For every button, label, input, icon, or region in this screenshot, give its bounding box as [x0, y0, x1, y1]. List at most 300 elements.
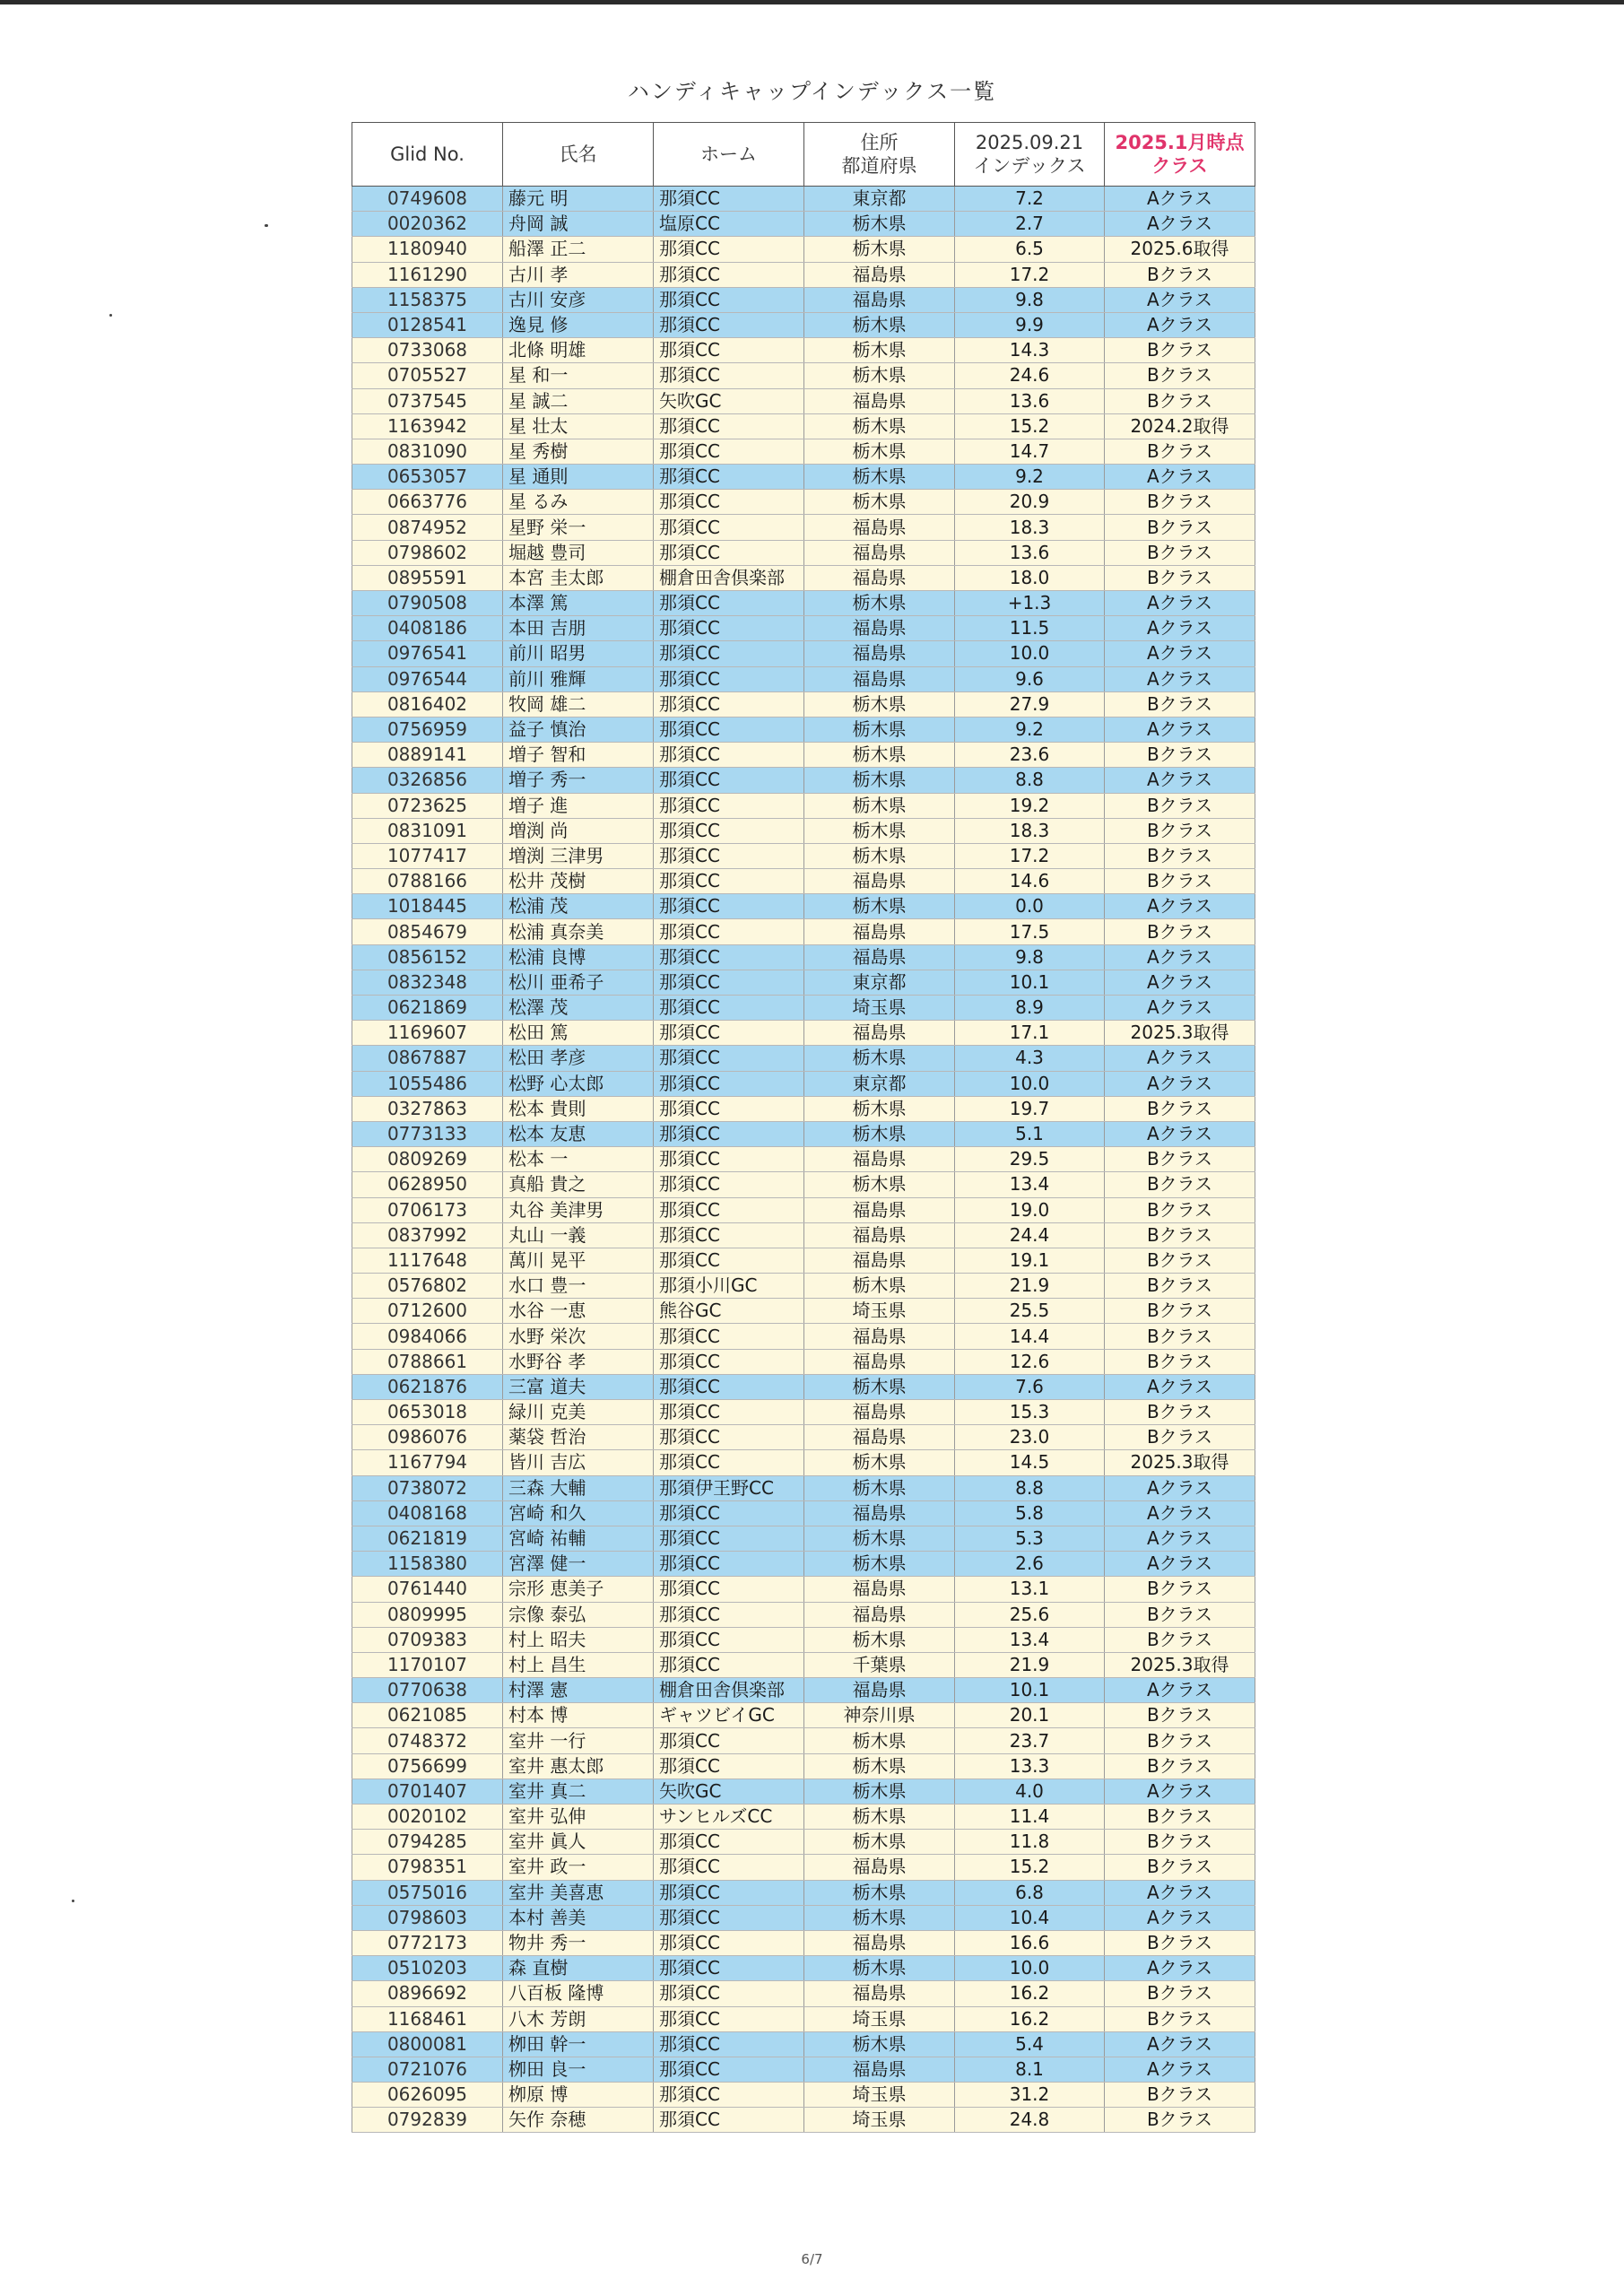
cell-glid-no: 0621869	[352, 996, 503, 1021]
cell-handicap-index: 14.4	[955, 1324, 1105, 1349]
cell-class: Bクラス	[1105, 843, 1255, 868]
table-row	[352, 1652, 1255, 1677]
cell-name: 栁田 良一	[503, 2057, 654, 2082]
cell-class: Bクラス	[1105, 1627, 1255, 1652]
cell-handicap-index: 10.4	[955, 1905, 1105, 1930]
cell-glid-no: 0976541	[352, 641, 503, 666]
cell-prefecture: 栃木県	[804, 212, 955, 237]
cell-class: Bクラス	[1105, 743, 1255, 768]
cell-glid-no: 0831090	[352, 439, 503, 464]
cell-class: Aクラス	[1105, 616, 1255, 641]
cell-glid-no: 0798603	[352, 1905, 503, 1930]
cell-handicap-index: 11.4	[955, 1805, 1105, 1830]
cell-home-club: 那須CC	[654, 1956, 804, 1981]
cell-home-club: 那須CC	[654, 2006, 804, 2031]
cell-name: 増渕 尚	[503, 818, 654, 843]
cell-class: Bクラス	[1105, 363, 1255, 388]
table-row	[352, 1197, 1255, 1222]
cell-class: Aクラス	[1105, 187, 1255, 212]
cell-glid-no: 0794285	[352, 1830, 503, 1855]
cell-handicap-index: 16.2	[955, 1981, 1105, 2006]
cell-prefecture: 東京都	[804, 1071, 955, 1096]
cell-handicap-index: 20.9	[955, 490, 1105, 515]
cell-home-club: 那須CC	[654, 1627, 804, 1652]
cell-home-club: 那須CC	[654, 591, 804, 616]
cell-prefecture: 福島県	[804, 1222, 955, 1248]
cell-prefecture: 福島県	[804, 944, 955, 970]
cell-name: 三富 道夫	[503, 1374, 654, 1399]
cell-prefecture: 栃木県	[804, 490, 955, 515]
cell-home-club: 那須CC	[654, 717, 804, 742]
cell-home-club: 那須CC	[654, 287, 804, 312]
cell-name: 松本 貴則	[503, 1096, 654, 1121]
cell-class: Bクラス	[1105, 1172, 1255, 1197]
table-row	[352, 869, 1255, 894]
cell-class: Aクラス	[1105, 1552, 1255, 1577]
cell-glid-no: 1158380	[352, 1552, 503, 1577]
table-row	[352, 287, 1255, 312]
cell-class: Aクラス	[1105, 1779, 1255, 1804]
table-row	[352, 2057, 1255, 2082]
cell-glid-no: 0653057	[352, 465, 503, 490]
cell-handicap-index: 18.3	[955, 515, 1105, 540]
cell-handicap-index: 24.8	[955, 2108, 1105, 2133]
cell-home-club: 那須CC	[654, 1905, 804, 1930]
cell-prefecture: 福島県	[804, 540, 955, 565]
table-row	[352, 1627, 1255, 1652]
cell-home-club: 那須CC	[654, 439, 804, 464]
cell-handicap-index: 2.6	[955, 1552, 1105, 1577]
cell-class: Aクラス	[1105, 1678, 1255, 1703]
table-row	[352, 1930, 1255, 1955]
cell-class: Aクラス	[1105, 1526, 1255, 1551]
cell-home-club: 那須CC	[654, 1450, 804, 1475]
table-row	[352, 1400, 1255, 1425]
cell-handicap-index: 7.2	[955, 187, 1105, 212]
cell-glid-no: 0837992	[352, 1222, 503, 1248]
cell-home-club: 那須CC	[654, 1830, 804, 1855]
cell-prefecture: 栃木県	[804, 743, 955, 768]
cell-name: 森 直樹	[503, 1956, 654, 1981]
cell-name: 室井 政一	[503, 1855, 654, 1880]
cell-prefecture: 埼玉県	[804, 2006, 955, 2031]
cell-class: Bクラス	[1105, 1274, 1255, 1299]
cell-handicap-index: 10.0	[955, 1956, 1105, 1981]
cell-name: 松川 亜希子	[503, 970, 654, 995]
cell-handicap-index: 4.3	[955, 1046, 1105, 1071]
cell-class: Bクラス	[1105, 439, 1255, 464]
cell-glid-no: 0761440	[352, 1577, 503, 1602]
cell-prefecture: 神奈川県	[804, 1703, 955, 1728]
table-row	[352, 843, 1255, 868]
cell-handicap-index: 14.6	[955, 869, 1105, 894]
cell-home-club: 那須CC	[654, 768, 804, 793]
table-row	[352, 1071, 1255, 1096]
cell-name: 三森 大輔	[503, 1475, 654, 1500]
cell-name: 古川 安彦	[503, 287, 654, 312]
cell-glid-no: 0889141	[352, 743, 503, 768]
cell-name: 薬袋 哲治	[503, 1425, 654, 1450]
table-row	[352, 1500, 1255, 1526]
cell-glid-no: 0705527	[352, 363, 503, 388]
table-row	[352, 1905, 1255, 1930]
cell-glid-no: 0896692	[352, 1981, 503, 2006]
cell-glid-no: 0408186	[352, 616, 503, 641]
cell-prefecture: 福島県	[804, 919, 955, 944]
cell-home-club: 那須CC	[654, 944, 804, 970]
cell-handicap-index: 19.1	[955, 1248, 1105, 1273]
cell-prefecture: 栃木県	[804, 338, 955, 363]
cell-home-club: 那須CC	[654, 1500, 804, 1526]
cell-prefecture: 栃木県	[804, 1830, 955, 1855]
cell-handicap-index: 15.2	[955, 413, 1105, 439]
cell-prefecture: 栃木県	[804, 312, 955, 337]
cell-handicap-index: 23.0	[955, 1425, 1105, 1450]
cell-prefecture: 栃木県	[804, 1046, 955, 1071]
cell-name: 宮澤 健一	[503, 1552, 654, 1577]
header-index	[955, 123, 1105, 187]
header-name	[503, 123, 654, 187]
cell-class: Bクラス	[1105, 1602, 1255, 1627]
cell-glid-no: 0772173	[352, 1930, 503, 1955]
cell-name: 松本 友恵	[503, 1121, 654, 1146]
cell-prefecture: 栃木県	[804, 1905, 955, 1930]
cell-prefecture: 栃木県	[804, 1753, 955, 1779]
cell-handicap-index: 13.6	[955, 540, 1105, 565]
cell-prefecture: 福島県	[804, 1248, 955, 1273]
cell-home-club: 那須CC	[654, 1374, 804, 1399]
cell-class: Aクラス	[1105, 591, 1255, 616]
cell-handicap-index: 24.4	[955, 1222, 1105, 1248]
cell-handicap-index: 23.6	[955, 743, 1105, 768]
cell-home-club: 那須CC	[654, 1222, 804, 1248]
table-row	[352, 1855, 1255, 1880]
table-row	[352, 1475, 1255, 1500]
cell-name: 益子 慎治	[503, 717, 654, 742]
cell-home-club: 那須CC	[654, 691, 804, 717]
cell-prefecture: 栃木県	[804, 1172, 955, 1197]
header-prefecture-line1: 住所	[860, 132, 899, 153]
cell-handicap-index: 9.2	[955, 717, 1105, 742]
cell-glid-no: 0621819	[352, 1526, 503, 1551]
cell-name: 宗像 泰弘	[503, 1602, 654, 1627]
table-row	[352, 540, 1255, 565]
cell-handicap-index: 6.8	[955, 1880, 1105, 1905]
cell-handicap-index: 14.5	[955, 1450, 1105, 1475]
cell-glid-no: 0874952	[352, 515, 503, 540]
cell-name: 星 和一	[503, 363, 654, 388]
table-row	[352, 616, 1255, 641]
cell-handicap-index: 2.7	[955, 212, 1105, 237]
table-row	[352, 894, 1255, 919]
cell-name: 水谷 一恵	[503, 1299, 654, 1324]
table-row	[352, 1222, 1255, 1248]
cell-prefecture: 埼玉県	[804, 996, 955, 1021]
cell-glid-no: 0749608	[352, 187, 503, 212]
cell-home-club: 那須CC	[654, 1552, 804, 1577]
cell-class: Bクラス	[1105, 1222, 1255, 1248]
cell-prefecture: 福島県	[804, 1577, 955, 1602]
cell-prefecture: 栃木県	[804, 439, 955, 464]
table-row	[352, 237, 1255, 262]
cell-home-club: 那須CC	[654, 312, 804, 337]
cell-prefecture: 栃木県	[804, 768, 955, 793]
cell-prefecture: 福島県	[804, 262, 955, 287]
cell-prefecture: 福島県	[804, 1981, 955, 2006]
cell-prefecture: 福島県	[804, 2057, 955, 2082]
cell-class: Aクラス	[1105, 666, 1255, 691]
cell-name: 船澤 正二	[503, 237, 654, 262]
cell-prefecture: 栃木県	[804, 2031, 955, 2057]
cell-home-club: 那須CC	[654, 1172, 804, 1197]
cell-name: 八百板 隆博	[503, 1981, 654, 2006]
cell-home-club: 那須CC	[654, 1046, 804, 1071]
cell-glid-no: 0790508	[352, 591, 503, 616]
cell-glid-no: 0621876	[352, 1374, 503, 1399]
table-row	[352, 793, 1255, 818]
cell-home-club: 那須CC	[654, 970, 804, 995]
cell-class: Aクラス	[1105, 944, 1255, 970]
cell-home-club: 那須CC	[654, 1652, 804, 1677]
cell-class: Bクラス	[1105, 338, 1255, 363]
table-row	[352, 1121, 1255, 1146]
cell-handicap-index: 19.0	[955, 1197, 1105, 1222]
cell-glid-no: 0737545	[352, 388, 503, 413]
scan-speck	[265, 224, 268, 227]
cell-home-club: 那須CC	[654, 540, 804, 565]
cell-handicap-index: 13.1	[955, 1577, 1105, 1602]
cell-class: Aクラス	[1105, 1121, 1255, 1146]
table-row	[352, 465, 1255, 490]
cell-glid-no: 1055486	[352, 1071, 503, 1096]
cell-handicap-index: 9.6	[955, 666, 1105, 691]
cell-handicap-index: 9.2	[955, 465, 1105, 490]
table-row	[352, 996, 1255, 1021]
cell-home-club: サンヒルズCC	[654, 1805, 804, 1830]
cell-name: 村上 昭夫	[503, 1627, 654, 1652]
cell-class: Aクラス	[1105, 2057, 1255, 2082]
cell-name: 増子 進	[503, 793, 654, 818]
cell-home-club: 那須CC	[654, 793, 804, 818]
cell-class: Bクラス	[1105, 2083, 1255, 2108]
cell-home-club: 那須CC	[654, 262, 804, 287]
cell-name: 水野 栄次	[503, 1324, 654, 1349]
cell-prefecture: 栃木県	[804, 1526, 955, 1551]
cell-name: 村澤 憲	[503, 1678, 654, 1703]
cell-home-club: 那須CC	[654, 413, 804, 439]
cell-class: Aクラス	[1105, 717, 1255, 742]
cell-name: 丸谷 美津男	[503, 1197, 654, 1222]
cell-home-club: 那須CC	[654, 465, 804, 490]
cell-glid-no: 0809995	[352, 1602, 503, 1627]
cell-home-club: 那須CC	[654, 1248, 804, 1273]
cell-name: 舟岡 誠	[503, 212, 654, 237]
cell-handicap-index: 9.9	[955, 312, 1105, 337]
cell-prefecture: 福島県	[804, 1349, 955, 1374]
table-row	[352, 2083, 1255, 2108]
cell-glid-no: 0712600	[352, 1299, 503, 1324]
table-row	[352, 1981, 1255, 2006]
cell-handicap-index: 21.9	[955, 1274, 1105, 1299]
cell-home-club: 那須CC	[654, 1602, 804, 1627]
cell-handicap-index: 4.0	[955, 1779, 1105, 1804]
cell-prefecture: 栃木県	[804, 691, 955, 717]
cell-class: 2025.3取得	[1105, 1450, 1255, 1475]
cell-handicap-index: 17.2	[955, 262, 1105, 287]
cell-home-club: 那須CC	[654, 1526, 804, 1551]
table-row	[352, 515, 1255, 540]
cell-handicap-index: 5.1	[955, 1121, 1105, 1146]
cell-glid-no: 0798351	[352, 1855, 503, 1880]
cell-handicap-index: 8.8	[955, 768, 1105, 793]
header-class-date: 2025.1月時点	[1115, 132, 1245, 153]
cell-handicap-index: 8.9	[955, 996, 1105, 1021]
table-row	[352, 2031, 1255, 2057]
cell-class: Bクラス	[1105, 1930, 1255, 1955]
cell-glid-no: 0706173	[352, 1197, 503, 1222]
cell-glid-no: 0628950	[352, 1172, 503, 1197]
cell-handicap-index: 9.8	[955, 944, 1105, 970]
cell-name: 前川 雅輝	[503, 666, 654, 691]
cell-prefecture: 栃木県	[804, 843, 955, 868]
cell-handicap-index: 15.2	[955, 1855, 1105, 1880]
cell-class: Bクラス	[1105, 388, 1255, 413]
table-row	[352, 1805, 1255, 1830]
table-row	[352, 1046, 1255, 1071]
cell-prefecture: 福島県	[804, 1197, 955, 1222]
cell-handicap-index: 23.7	[955, 1728, 1105, 1753]
cell-prefecture: 東京都	[804, 970, 955, 995]
cell-home-club: 那須CC	[654, 1855, 804, 1880]
cell-prefecture: 福島県	[804, 666, 955, 691]
cell-handicap-index: 10.1	[955, 970, 1105, 995]
cell-prefecture: 福島県	[804, 1678, 955, 1703]
cell-glid-no: 0327863	[352, 1096, 503, 1121]
cell-class: 2024.2取得	[1105, 413, 1255, 439]
cell-prefecture: 栃木県	[804, 1956, 955, 1981]
cell-class: Bクラス	[1105, 1197, 1255, 1222]
cell-name: 栁田 幹一	[503, 2031, 654, 2057]
cell-handicap-index: 25.6	[955, 1602, 1105, 1627]
cell-class: Bクラス	[1105, 262, 1255, 287]
table-row	[352, 1324, 1255, 1349]
cell-prefecture: 福島県	[804, 1855, 955, 1880]
cell-glid-no: 0510203	[352, 1956, 503, 1981]
cell-name: 松野 心太郎	[503, 1071, 654, 1096]
table-body	[352, 187, 1255, 2133]
cell-name: 宗形 恵美子	[503, 1577, 654, 1602]
cell-class: Aクラス	[1105, 212, 1255, 237]
cell-prefecture: 栃木県	[804, 1450, 955, 1475]
cell-class: Bクラス	[1105, 1096, 1255, 1121]
table-row	[352, 212, 1255, 237]
cell-name: 室井 一行	[503, 1728, 654, 1753]
cell-name: 室井 真二	[503, 1779, 654, 1804]
cell-name: 緑川 克美	[503, 1400, 654, 1425]
cell-name: 古川 孝	[503, 262, 654, 287]
cell-prefecture: 福島県	[804, 616, 955, 641]
cell-class: Bクラス	[1105, 1425, 1255, 1450]
cell-name: 松田 孝彦	[503, 1046, 654, 1071]
cell-name: 物井 秀一	[503, 1930, 654, 1955]
cell-name: 本村 善美	[503, 1905, 654, 1930]
cell-name: 室井 眞人	[503, 1830, 654, 1855]
table-row	[352, 565, 1255, 590]
cell-name: 村本 博	[503, 1703, 654, 1728]
cell-home-club: 那須CC	[654, 1021, 804, 1046]
cell-home-club: 那須CC	[654, 237, 804, 262]
header-gid-label: Glid No.	[390, 144, 465, 165]
cell-handicap-index: 31.2	[955, 2083, 1105, 2108]
cell-class: Aクラス	[1105, 970, 1255, 995]
table-row	[352, 1450, 1255, 1475]
cell-home-club: 那須CC	[654, 363, 804, 388]
cell-home-club: 那須CC	[654, 515, 804, 540]
cell-prefecture: 栃木県	[804, 1552, 955, 1577]
cell-home-club: 那須CC	[654, 1425, 804, 1450]
scan-edge-line	[0, 0, 1624, 4]
cell-glid-no: 0832348	[352, 970, 503, 995]
cell-home-club: 那須CC	[654, 490, 804, 515]
cell-handicap-index: 11.5	[955, 616, 1105, 641]
cell-name: 水野谷 孝	[503, 1349, 654, 1374]
cell-handicap-index: 19.2	[955, 793, 1105, 818]
table-row	[352, 312, 1255, 337]
table-row	[352, 2108, 1255, 2133]
cell-handicap-index: 17.2	[955, 843, 1105, 868]
cell-handicap-index: 13.4	[955, 1627, 1105, 1652]
cell-name: 宮崎 祐輔	[503, 1526, 654, 1551]
cell-prefecture: 栃木県	[804, 1880, 955, 1905]
cell-class: Aクラス	[1105, 2031, 1255, 2057]
cell-glid-no: 0020362	[352, 212, 503, 237]
table-row	[352, 1349, 1255, 1374]
cell-class: Aクラス	[1105, 996, 1255, 1021]
cell-name: 松浦 良博	[503, 944, 654, 970]
table-row	[352, 1096, 1255, 1121]
cell-glid-no: 0701407	[352, 1779, 503, 1804]
cell-name: 室井 美喜恵	[503, 1880, 654, 1905]
table-row	[352, 1172, 1255, 1197]
cell-name: 松井 茂樹	[503, 869, 654, 894]
cell-name: 前川 昭男	[503, 641, 654, 666]
cell-name: 松浦 茂	[503, 894, 654, 919]
cell-home-club: 那須CC	[654, 1880, 804, 1905]
table-row	[352, 641, 1255, 666]
cell-class: Bクラス	[1105, 1248, 1255, 1273]
cell-glid-no: 1117648	[352, 1248, 503, 1273]
header-index-label: インデックス	[973, 155, 1086, 177]
cell-handicap-index: 9.8	[955, 287, 1105, 312]
cell-handicap-index: 29.5	[955, 1147, 1105, 1172]
cell-prefecture: 福島県	[804, 287, 955, 312]
table-row	[352, 970, 1255, 995]
cell-class: Bクラス	[1105, 691, 1255, 717]
table-row	[352, 363, 1255, 388]
cell-class: Aクラス	[1105, 287, 1255, 312]
cell-handicap-index: 13.3	[955, 1753, 1105, 1779]
cell-class: Bクラス	[1105, 540, 1255, 565]
cell-class: 2025.3取得	[1105, 1652, 1255, 1677]
cell-glid-no: 0723625	[352, 793, 503, 818]
cell-home-club: 那須CC	[654, 2083, 804, 2108]
cell-prefecture: 栃木県	[804, 1121, 955, 1146]
cell-class: Bクラス	[1105, 490, 1255, 515]
header-home	[654, 123, 804, 187]
cell-prefecture: 福島県	[804, 1021, 955, 1046]
cell-name: 逸見 修	[503, 312, 654, 337]
header-home-label: ホーム	[700, 144, 757, 165]
